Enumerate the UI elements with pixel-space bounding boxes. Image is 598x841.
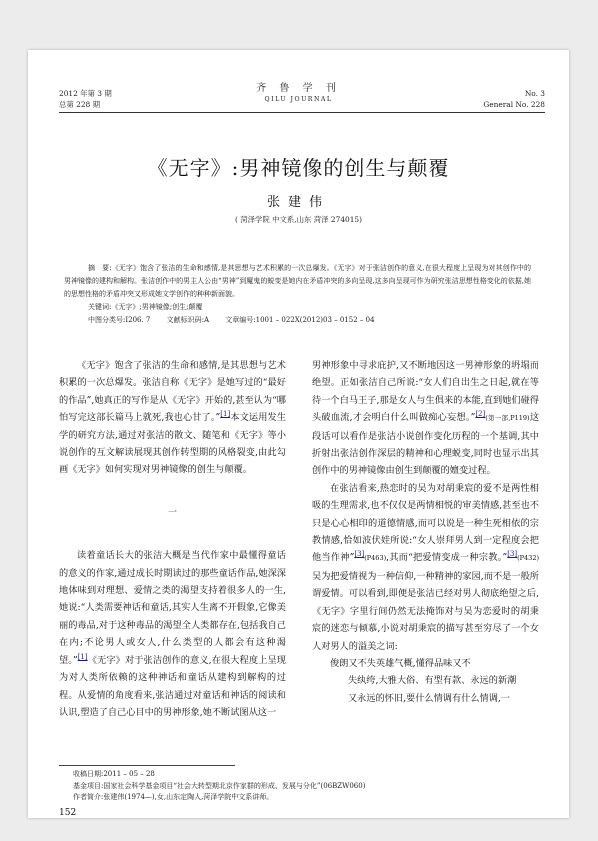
citation-page: (P463) [364,554,387,563]
citation-link[interactable]: [1] [77,652,88,661]
paragraph-text: 在张洁看来,热恋时的吴为对胡秉宸的爱不是两性相吸的生理需求,也不仅仅是两情相悦的审美情感,甚至也不只是心心相印的道德情感,而可以说是一种生死相依的宗教情感,恰如波伏娃所说:“女人崇拜男人到一定程度会把他当作神” [312,482,539,564]
block-quote [312,655,539,707]
header-right [483,88,545,110]
fund-project: 基金项目:国家社会科学基金项目“社会大转型期北京作家群的形成、发展与分化”(06BZW060) [73,781,366,790]
journal-name: 齐 鲁 学 刊 [256,83,341,94]
quote-line: 失纨绔,大雅大俗、有型有款、永远的新潮 [348,675,517,687]
received-date: 收稿日期:2011 – 05 – 28 [73,770,155,778]
article-author: 张建伟 [266,195,330,210]
paragraph-text: 这段话可以看作是张洁小说创作变化历程的一个基调,其中折射出张洁创作深层的精神和心理蜕变,同时也显示出其创作中的男神镜像由创生到颠覆的嬗变过程。 [312,412,540,477]
citation-page: (第一部,P119) [485,414,530,423]
paragraph-text: 《无字》饱含了张洁的生命和感情,是其思想与艺术积累的一次总爆发。张洁自称《无字》是她写过的“最好的作品”,她真正的写作是从《无字》开始的,甚至认为“哪怕写完这部长篇马上就死,我也心甘了。” [59,360,286,424]
body-paragraph [59,357,286,479]
paragraph-text: 吴为把爱情视为一种信仰,一种精神的家园,而不是一般所谓爱情。可以看到,即便是张洁已经对男人彻底绝望之后,《无字》字里行间仍然无法掩饰对与吴为恋爱时的胡秉宸的迷恋与倾慕,小说对胡秉宸的描写甚至穷尽了一个女人对男人的溢美之词: [312,570,539,652]
journal-page [28,50,569,818]
author-bio: 作者简介:张建伟(1974—),女,山东定陶人,菏泽学院中文系讲师。 [73,793,274,801]
footnote-rule [59,765,235,766]
classification-line [64,314,531,327]
header-rule [59,112,545,113]
document-code: 文献标识码:A [166,316,210,324]
paragraph-text: 男神形象中寻求庇护,又不断地因这一男神形象的坍塌而绝望。正如张洁自己所说:“女人们自出生之日起,就在等待一个白马王子,那是女人与生俱来的本能,直到她们碰得头破血流,才会明白什么叫做痴心妄想。” [312,360,539,424]
issue-no: No. 3 [524,89,545,98]
footnotes [73,769,365,804]
article-title: 《无字》:男神镜像的创生与颠覆 [147,156,450,180]
citation-link[interactable]: [1] [220,410,231,419]
abstract-block [64,262,531,327]
general-no: General No. 228 [483,100,545,109]
citation-page: (P432) [517,554,539,563]
paragraph-text: 本文运用发生学的研究方法,通过对张洁的散文、随笔和《无字》等小说创作的互文解读展现其创作转型期的风格裂变,由此勾画《无字》如何实现对男神镜像的创生与颠覆。 [59,412,286,476]
paragraph-text: ,其而“把爱情变成一种宗教。” [386,552,508,564]
body-column-left [59,357,286,721]
abstract-text: 摘 要:《无字》饱含了张洁的生命和感情,是其思想与艺术积累的一次总爆发。《无字》对于张洁创作的意义,在很大程度上呈现为对其创作中的男神镜像的建构和解构。张洁创作中的男主人公由“男神”到魔鬼的蜕变是她内在矛盾冲突的多向呈现,这多向呈现可作为研究张洁思想性格变化的依据,她的思想性格的矛盾冲突又形成她文学创作的种种新面貌。 [64,264,531,298]
citation-link[interactable]: [3] [507,550,518,559]
quote-line: 又永远的怀旧,要什么情调有什么情调,一 [348,692,511,704]
section-number: 一 [167,507,177,518]
citation-link[interactable]: [2] [475,410,486,419]
clc-number: 中图分类号:I206. 7 [88,316,151,324]
total-issue: 总第 228 期 [59,100,100,109]
citation-link[interactable]: [3] [354,550,365,559]
page-number: 152 [59,808,77,818]
quote-line: 俊朗又不失英雄气概,懂得品味又不 [330,657,471,669]
body-column-right [312,357,539,707]
keywords: 关键词:《无字》;男神镜像;创生;颠覆 [88,303,203,311]
year-issue: 2012 年第 3 期 [59,89,112,98]
paragraph-text: 《无字》对于张洁创作的意义,在很大程度上呈现为对人类所依赖的这种神话和童话从建构到解构的过程。从爱情的角度看来,张洁通过对童话和神话的阅读和认识,塑造了自己心目中的男神形象,她不断试图从这一 [59,654,286,718]
body-paragraph [312,480,539,655]
body-paragraph [59,547,286,721]
author-affiliation: ( 菏泽学院 中文系,山东 菏泽 274015) [234,215,363,224]
body-paragraph [312,357,539,480]
paragraph-text: 读着童话长大的张洁大概是当代作家中最懂得童话的意义的作家,通过成长时期读过的那些童话作品,她深深地体味到对理想、爱情之类的渴望支持着很多人的一生,她说:“人类需要神话和童话,其实人生离不开假象,它像美丽的毒品,对于这种毒品的渴望全人类都存在,包括我自己在内;不论男人或女人,什么类型的人都会有这种渴望。” [59,550,286,666]
article-number: 文章编号:1001 – 022X(2012)03 – 0152 – 04 [225,316,375,324]
journal-name-en: QILU JOURNAL [264,96,333,103]
